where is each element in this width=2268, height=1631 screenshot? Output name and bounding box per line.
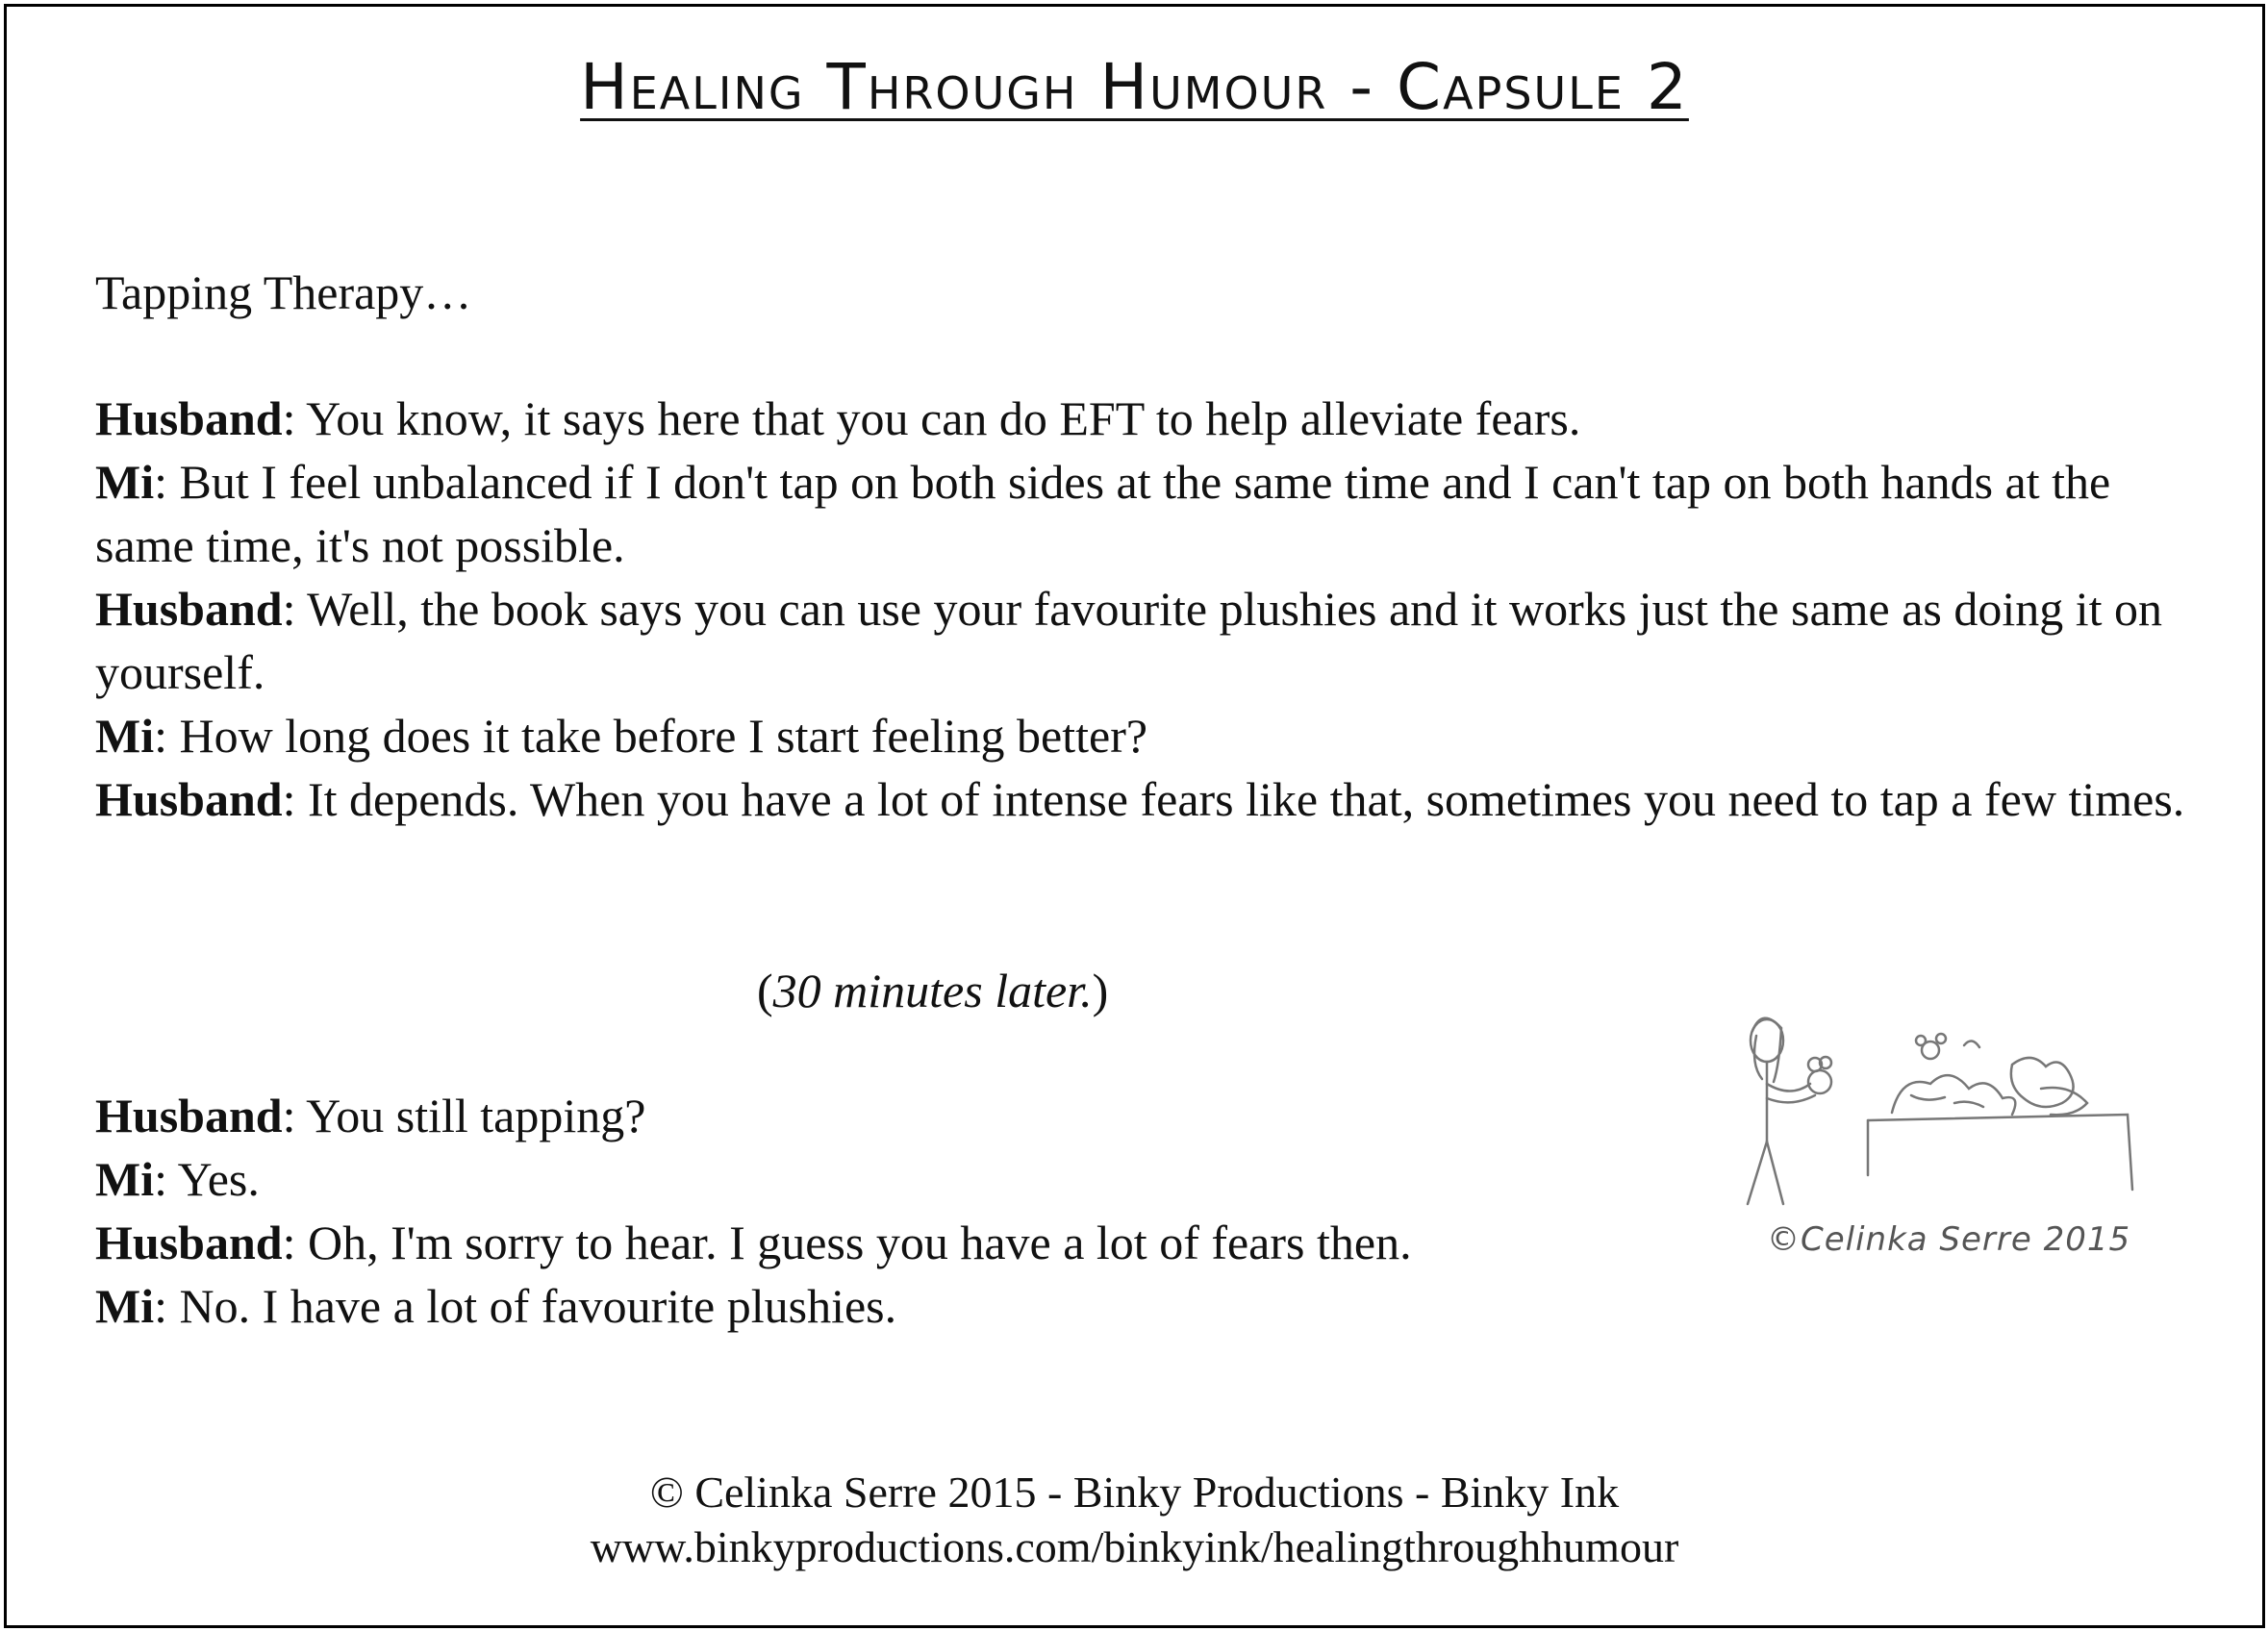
speaker-name: Mi [95,1279,155,1333]
dialogue-text: : But I feel unbalanced if I don't tap on both sides at the same time and I can't tap on both hands at the same time, it's not possible. [95,455,2111,572]
dialogue-text: : Yes. [154,1152,260,1206]
sketch-signature: ©Celinka Serre 2015 [1767,1220,2131,1259]
dialogue-line [95,1147,1730,1211]
speaker-name: Mi [95,1152,155,1206]
dialogue-text: : You still tapping? [282,1089,646,1142]
stick-figure-plushies-sketch [1724,1007,2147,1238]
speaker-name: Husband [95,772,283,826]
dialogue-text: : How long does it take before I start feeling better? [154,709,1148,763]
comic-card [4,4,2265,1628]
time-interlude: (30 minutes later.) [757,964,1109,1017]
dialogue-text: : Oh, I'm sorry to hear. I guess you have a lot of fears then. [282,1216,1412,1269]
bed-outline [1868,1115,2132,1190]
dialogue-line [95,704,2192,767]
dialogue-line [95,1084,1730,1147]
speaker-name: Husband [95,391,283,445]
speaker-name: Husband [95,1216,283,1269]
dialogue-line [95,577,2192,704]
dialogue-line [95,450,2192,577]
dialogue-line [95,767,2192,831]
speaker-name: Husband [95,1089,283,1142]
speaker-name: Mi [95,455,155,509]
dialogue-line [95,387,2192,450]
dialogue-section-1 [95,387,2192,831]
dialogue-text: : Well, the book says you can use your favourite plushies and it works just the same as doing it on yourself. [95,582,2163,699]
footer [7,1465,2262,1574]
page-title: Healing Through Humour - Capsule 2 [580,50,1689,124]
interlude-text: 30 minutes later. [772,964,1093,1017]
dialogue-section-2 [95,1084,1730,1338]
speaker-name: Husband [95,582,283,636]
copyright-line: © Celinka Serre 2015 - Binky Productions - Binky Ink [649,1468,1620,1517]
dialogue-line [95,1211,1730,1274]
website-url: www.binkyproductions.com/binkyink/healingthroughhumour [590,1522,1679,1571]
subtitle: Tapping Therapy… [95,265,472,319]
dialogue-text: : No. I have a lot of favourite plushies. [154,1279,897,1333]
speaker-name: Mi [95,709,155,763]
dialogue-text: : It depends. When you have a lot of intense fears like that, sometimes you need to tap a few times. [282,772,2185,826]
dialogue-line [95,1274,1730,1338]
dialogue-text: : You know, it says here that you can do EFT to help alleviate fears. [282,391,1581,445]
